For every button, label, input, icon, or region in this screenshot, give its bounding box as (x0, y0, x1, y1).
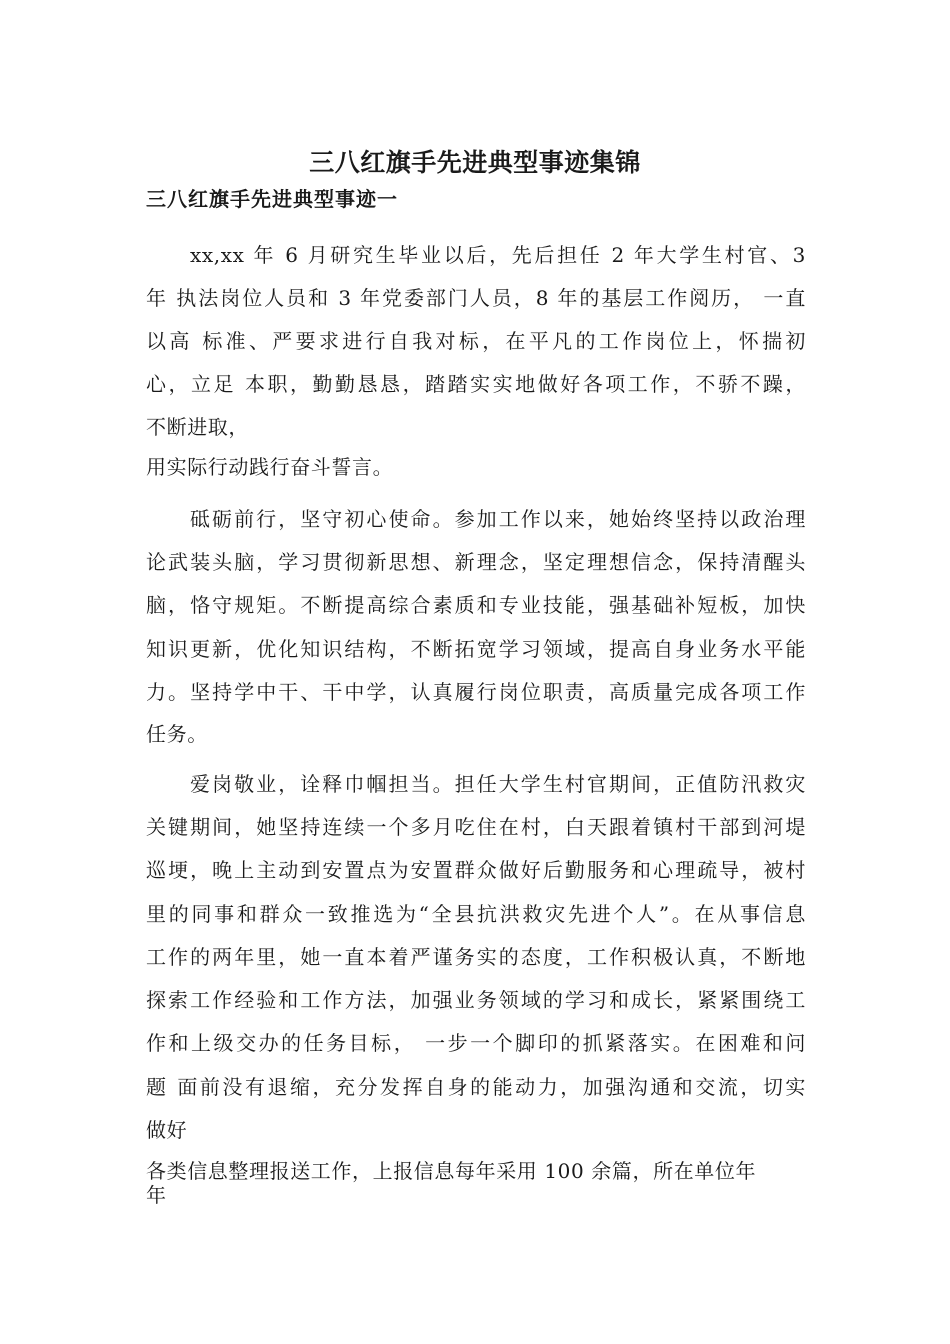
paragraph-line: 探索工作经验和工作方法，加强业务领域的学习和成长，紧紧围绕工 (146, 988, 806, 1012)
paragraph-line: 任务。 (146, 722, 208, 746)
paragraph-line: 爱岗敬业，诠释巾帼担当。担任大学生村官期间，正值防汛救灾 (190, 772, 806, 796)
paragraph-line: 不断进取， (146, 415, 249, 439)
paragraph-line: 年 执法岗位人员和 3 年党委部门人员，8 年的基层工作阅历， 一直 (146, 286, 806, 310)
paragraph-line: 论武装头脑，学习贯彻新思想、新理念，坚定理想信念，保持清醒头 (146, 550, 806, 574)
paragraph-line: 用实际行动践行奋斗誓言。 (146, 455, 394, 479)
paragraph-line: 里的同事和群众一致推选为“全县抗洪救灾先进个人”。在从事信息 (146, 902, 806, 926)
paragraph-line: 作和上级交办的任务目标， 一步一个脚印的抓紧落实。在困难和问 (146, 1031, 806, 1055)
paragraph-line: 以高 标准、严要求进行自我对标，在平凡的工作岗位上，怀揣初 (146, 329, 806, 353)
paragraph-line: 巡埂，晚上主动到安置点为安置群众做好后勤服务和心理疏导，被村 (146, 858, 806, 882)
paragraph-line: 力。坚持学中干、干中学，认真履行岗位职责，高质量完成各项工作 (146, 680, 806, 704)
document-title: 三八红旗手先进典型事迹集锦 (309, 148, 641, 177)
paragraph-line: 脑，恪守规矩。不断提高综合素质和专业技能，强基础补短板，加快 (146, 593, 806, 617)
paragraph-line: 年 (146, 1183, 167, 1207)
paragraph-line: 知识更新，优化知识结构，不断拓宽学习领域，提高自身业务水平能 (146, 637, 806, 661)
paragraph-line: 题 面前没有退缩，充分发挥自身的能动力，加强沟通和交流，切实 (146, 1075, 806, 1099)
paragraph-line: 心，立足 本职，勤勤恳恳，踏踏实实地做好各项工作，不骄不躁， (146, 372, 806, 396)
paragraph-line: 工作的两年里，她一直本着严谨务实的态度，工作积极认真，不断地 (146, 945, 806, 969)
paragraph-line: xx,xx 年 6 月研究生毕业以后，先后担任 2 年大学生村官、3 (190, 243, 806, 267)
paragraph-line: 砥砺前行，坚守初心使命。参加工作以来，她始终坚持以政治理 (190, 507, 806, 531)
paragraph-line: 关键期间，她坚持连续一个多月吃住在村，白天跟着镇村干部到河堤 (146, 815, 806, 839)
document-subtitle: 三八红旗手先进典型事迹一 (146, 187, 398, 211)
paragraph-line: 做好 (146, 1118, 188, 1142)
paragraph-line: 各类信息整理报送工作，上报信息每年采用 100 余篇，所在单位年 (146, 1159, 757, 1183)
